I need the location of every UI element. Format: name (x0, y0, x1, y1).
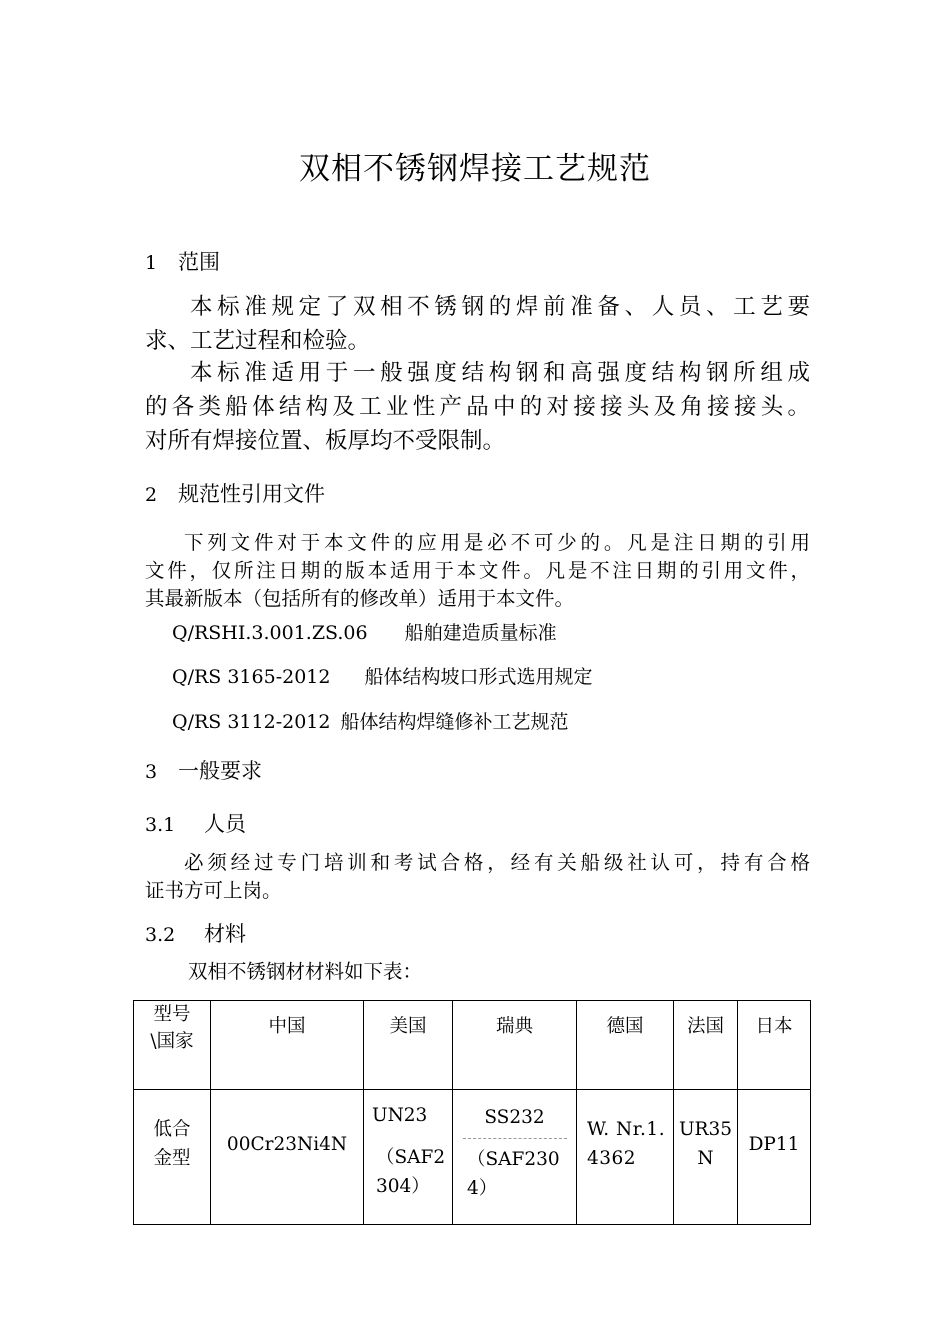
cell-text: （SAF2304） (467, 1149, 560, 1199)
paragraph-line: 证书方可上岗。 (145, 879, 282, 902)
header-cell-japan: 日本 (738, 1001, 811, 1090)
cell-japan (738, 1090, 811, 1225)
paragraph-line: 本标准适用于一般强度结构钢和高强度结构钢所组成 (190, 360, 810, 386)
cell-text: SS232 (484, 1107, 545, 1128)
header-cell-china: 中国 (211, 1001, 364, 1090)
reference-item (172, 662, 592, 689)
section-3-heading (145, 755, 262, 785)
cell-text: W. Nr.1.4362 (587, 1119, 666, 1169)
reference-item (172, 707, 568, 734)
paragraph-line: 文件，仅所注日期的版本适用于本文件。凡是不注日期的引用文件， (145, 559, 810, 582)
section-2-heading (145, 478, 325, 508)
section-3-1-number: 3.1 (145, 814, 176, 836)
section-1-paragraph-2 (145, 356, 810, 458)
section-1-number: 1 (145, 252, 158, 274)
section-3-2-title: 材料 (204, 922, 246, 946)
reference-name: 船体结构坡口形式选用规定 (364, 666, 593, 688)
cell-text: UN23 (372, 1105, 428, 1126)
reference-code: Q/RS 3112-2012 (172, 711, 331, 733)
section-3-number: 3 (145, 761, 158, 783)
dashed-separator (463, 1138, 567, 1139)
section-3-2-number: 3.2 (145, 924, 176, 946)
section-3-1-heading (145, 808, 246, 838)
section-3-1-paragraph (145, 849, 810, 905)
reference-item (172, 618, 557, 645)
paragraph-line: 的各类船体结构及工业性产品中的对接接头及角接接头。 (145, 394, 810, 420)
section-1-paragraph-1 (145, 290, 810, 358)
section-1-heading (145, 246, 220, 276)
section-2-title: 规范性引用文件 (178, 482, 325, 506)
reference-code: Q/RSHI.3.001.ZS.06 (172, 622, 368, 644)
header-cell-france: 法国 (674, 1001, 738, 1090)
reference-code: Q/RS 3165-2012 (172, 666, 331, 688)
header-cell-usa: 美国 (364, 1001, 453, 1090)
paragraph-line: 下列文件对于本文件的应用是必不可少的。凡是注日期的引用 (184, 531, 810, 554)
cell-germany (577, 1090, 674, 1225)
header-cell-germany: 德国 (577, 1001, 674, 1090)
paragraph-line: 对所有焊接位置、板厚均不受限制。 (145, 428, 506, 454)
table-row (134, 1090, 811, 1225)
section-1-title: 范围 (178, 250, 220, 274)
cell-france (674, 1090, 738, 1225)
header-cell-sweden: 瑞典 (453, 1001, 577, 1090)
cell-china (211, 1090, 364, 1225)
section-3-1-title: 人员 (204, 812, 246, 836)
document-title: 双相不锈钢焊接工艺规范 (299, 151, 651, 187)
cell-text: 00Cr23Ni4N (226, 1134, 348, 1155)
section-2-paragraph (145, 529, 810, 613)
paragraph-line: 本标准规定了双相不锈钢的焊前准备、人员、工艺要 (190, 294, 810, 320)
cell-text: 低合金型 (153, 1119, 191, 1169)
reference-name: 船体结构焊缝修补工艺规范 (340, 711, 569, 733)
table-header-row (134, 1001, 811, 1090)
cell-text: UR35N (678, 1119, 733, 1169)
section-3-2-heading (145, 918, 246, 948)
cell-text: DP11 (748, 1134, 800, 1155)
reference-name: 船舶建造质量标准 (404, 622, 557, 644)
cell-type (134, 1090, 211, 1225)
section-3-title: 一般要求 (178, 759, 262, 783)
section-2-number: 2 (145, 484, 158, 506)
table-intro: 双相不锈钢材材料如下表： (188, 960, 423, 983)
header-cell-type-country (134, 1001, 211, 1090)
paragraph-line: 必须经过专门培训和考试合格，经有关船级社认可，持有合格 (184, 851, 810, 874)
cell-usa (364, 1090, 453, 1225)
cell-text: 型号\国家 (150, 1004, 194, 1052)
cell-text: （SAF2304） (376, 1147, 446, 1197)
paragraph-line: 其最新版本（包括所有的修改单）适用于本文件。 (145, 587, 575, 610)
materials-table (133, 1000, 811, 1225)
paragraph-line: 求、工艺过程和检验。 (145, 328, 371, 354)
cell-sweden (453, 1090, 577, 1225)
